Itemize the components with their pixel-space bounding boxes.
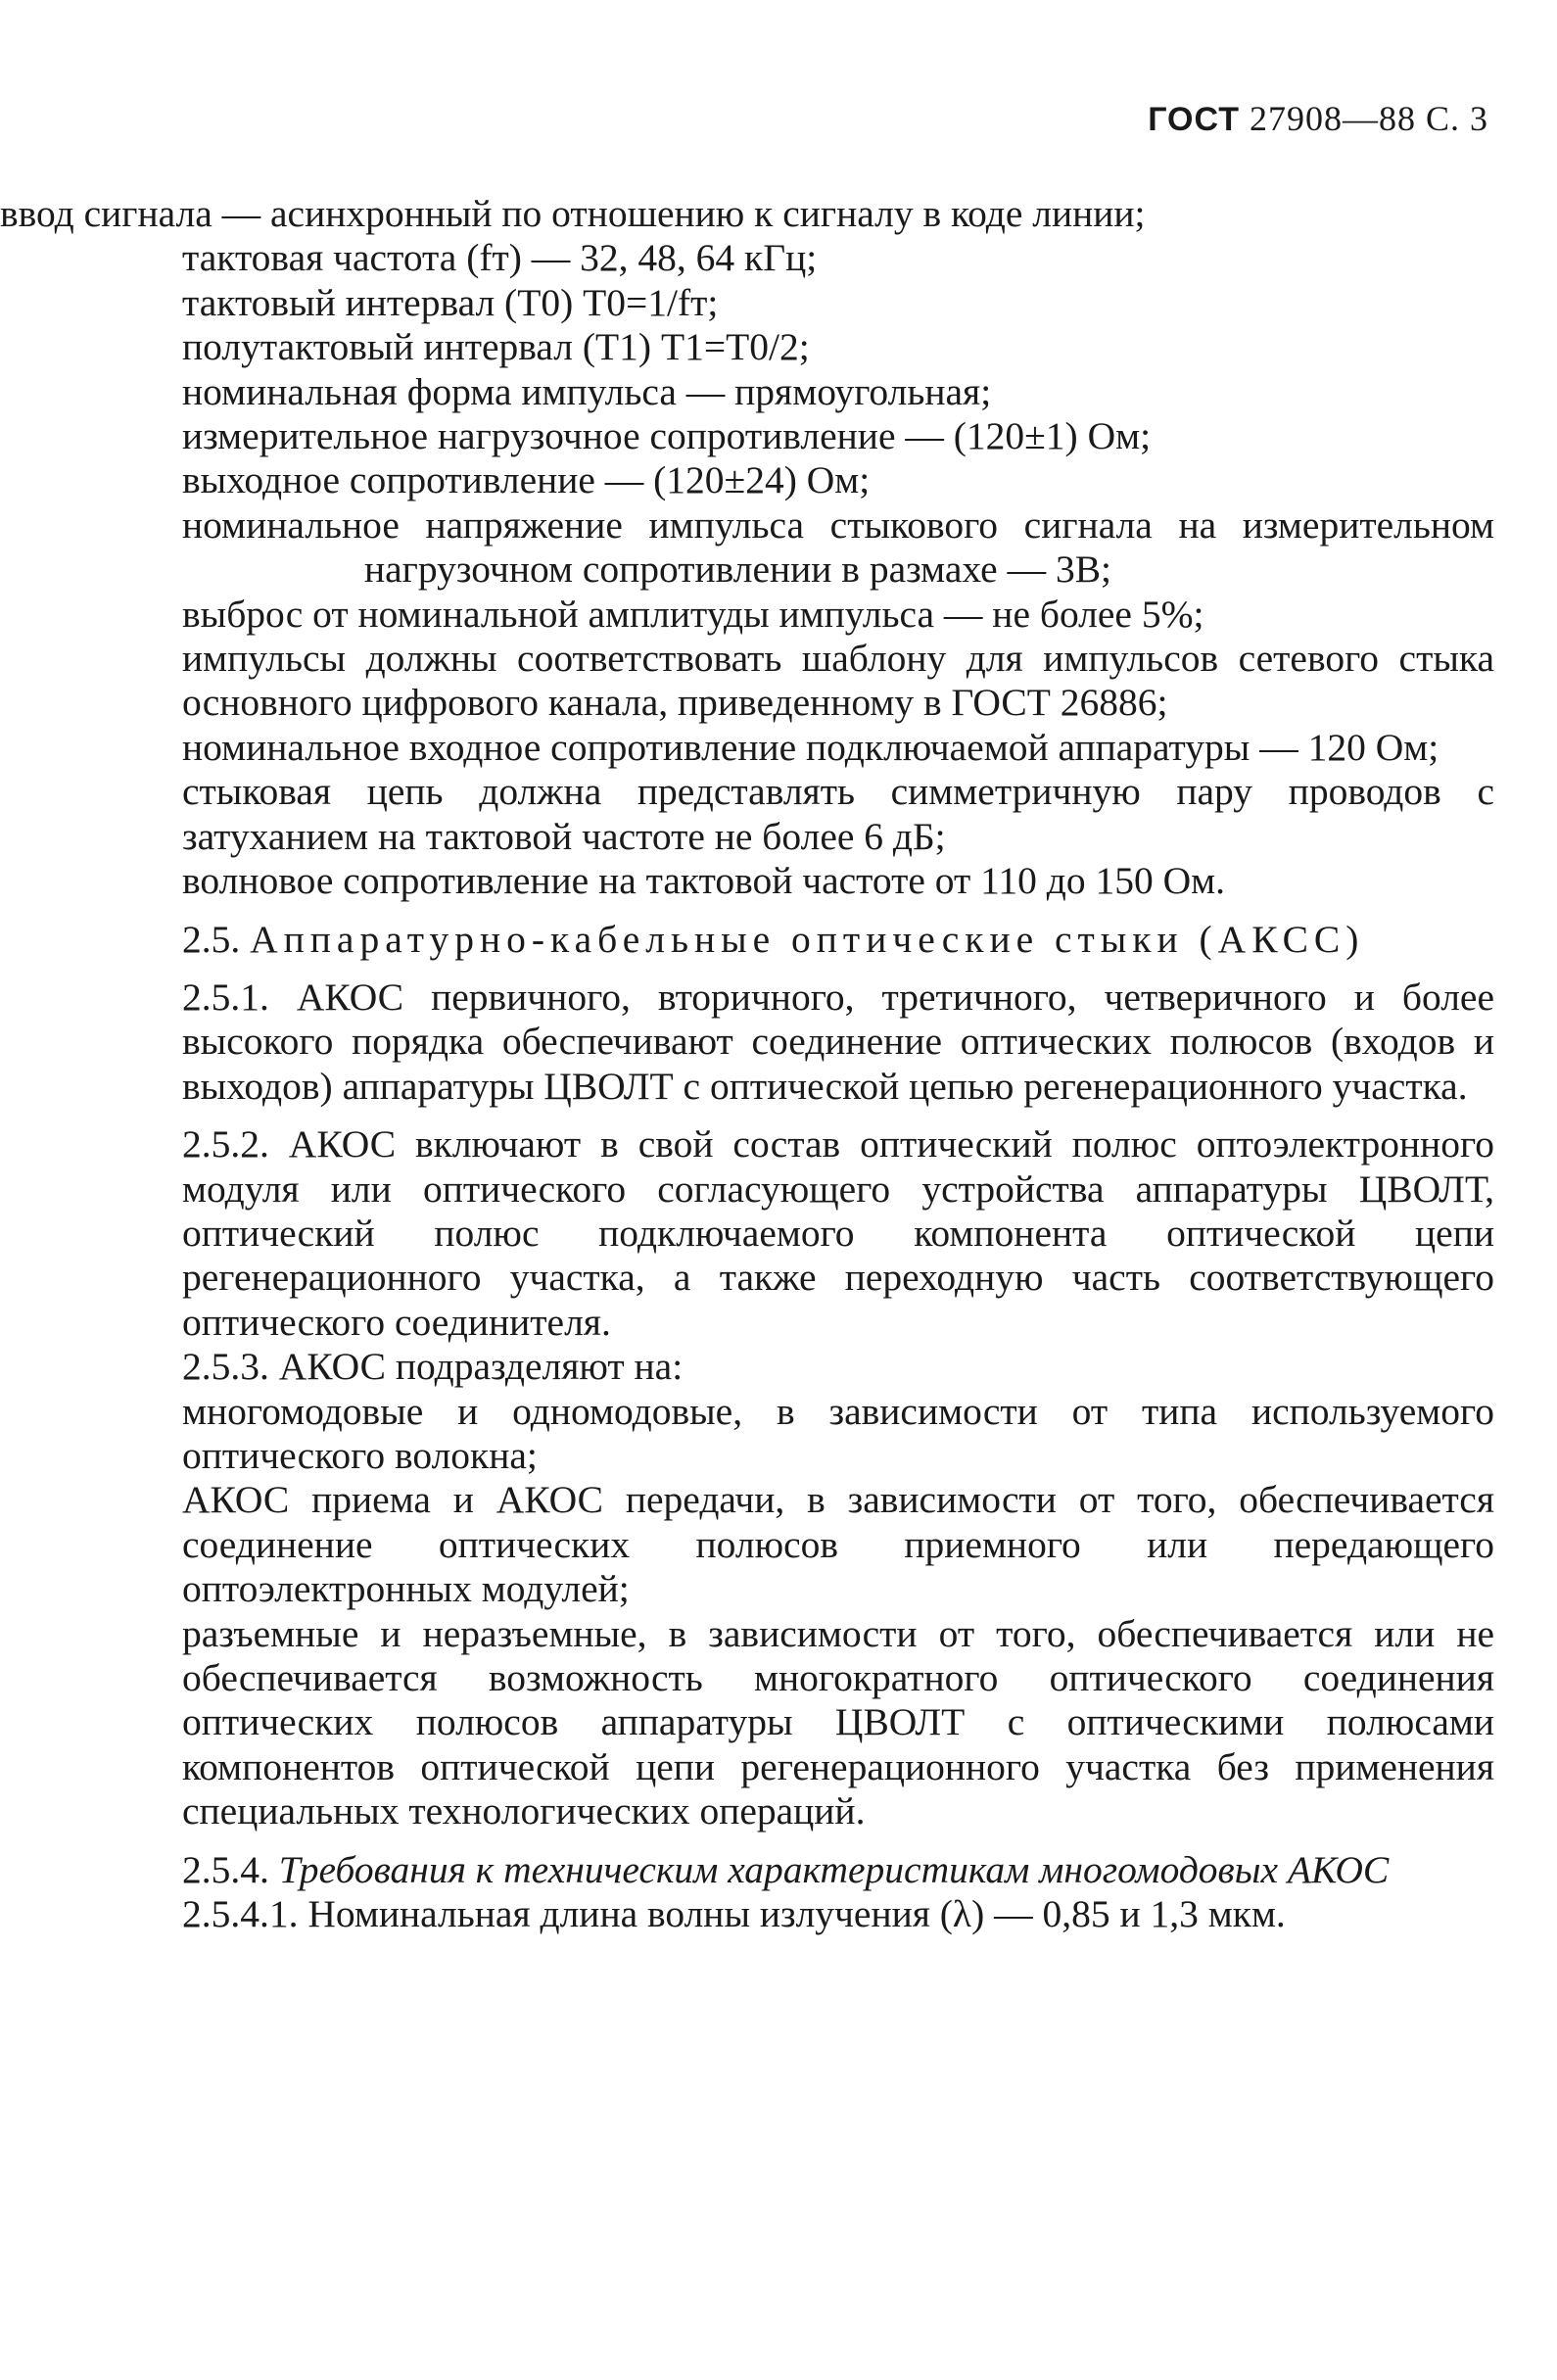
subitem: многомодовые и одномодовые, в зависимости от типа используемого оптического волокна; <box>182 1389 1494 1477</box>
paragraph: номинальное напряжение импульса стыкового сигнала на измерительном нагрузочном сопротивлении в размахе — 3В; <box>182 502 1494 592</box>
paragraph: волновое сопротивление на тактовой частоте от 110 до 150 Ом. <box>182 859 1226 903</box>
clause: 2.5.3. АКОС подразделяют на: <box>182 1345 684 1389</box>
paragraph: стыковая цепь должна представлять симметричную пару проводов с затуханием на тактовой частоте не более 6 дБ; <box>182 770 1494 858</box>
paragraph: тактовый интервал (T0) T0=1/fт; <box>182 280 719 324</box>
page-header <box>1148 98 1488 139</box>
clause-heading <box>182 1848 1494 1892</box>
section-heading <box>0 918 1494 962</box>
clause: 2.5.4.1. Номинальная длина волны излучения (λ) — 0,85 и 1,3 мкм. <box>182 1892 1286 1936</box>
paragraph: номинальная форма импульса — прямоугольная; <box>182 369 992 413</box>
header-number: 27908—88 <box>1249 99 1416 138</box>
clause: 2.5.1. АКОС первичного, вторичного, третичного, четверичного и более высокого порядка обеспечивают соединение оптических полюсов (входов и выходов) аппаратуры ЦВОЛТ с оптической цепью регенерационного участка. <box>182 975 1494 1108</box>
subitem: АКОС приема и АКОС передачи, в зависимости от того, обеспечивается соединение оптических полюсов приемного или передающего оптоэлектронных модулей; <box>182 1478 1494 1611</box>
header-gost: ГОСТ <box>1148 101 1240 138</box>
clause-title: Требования к техническим характеристикам многомодовых АКОС <box>278 1847 1390 1891</box>
paragraph: выброс от номинальной амплитуды импульса — не более 5%; <box>182 592 1204 636</box>
paragraph: номинальное входное сопротивление подключаемой аппаратуры — 120 Ом; <box>182 725 1439 769</box>
subitem: разъемные и неразъемные, в зависимости от того, обеспечивается или не обеспечивается возможность многократного оптического соединения оптических полюсов аппаратуры ЦВОЛТ с оптическими полюсами компонентов оптической цепи регенерационного участка без применения специальных технологических операций. <box>182 1611 1494 1833</box>
clause-number: 2.5.4. <box>182 1847 269 1891</box>
header-page: С. 3 <box>1425 99 1488 138</box>
paragraph: измерительное нагрузочное сопротивление — (120±1) Ом; <box>182 414 1152 458</box>
section-number: 2.5. <box>182 917 241 961</box>
paragraph: выходное сопротивление — (120±24) Ом; <box>182 458 871 502</box>
paragraph: полутактовый интервал (T1) T1=T0/2; <box>182 325 810 369</box>
paragraph: тактовая частота (fт) — 32, 48, 64 кГц; <box>182 236 818 280</box>
paragraph: импульсы должны соответствовать шаблону для импульсов сетевого стыка основного цифрового канала, приведенному в ГОСТ 26886; <box>182 637 1494 725</box>
paragraph: ввод сигнала — асинхронный по отношению к сигналу в коде линии; <box>0 192 1146 235</box>
document-body <box>0 192 1494 1936</box>
section-title: Аппаратурно-кабельные оптические стыки (АКСС) <box>250 917 1365 961</box>
clause: 2.5.2. АКОС включают в свой состав оптический полюс оптоэлектронного модуля или оптического согласующего устройства аппаратуры ЦВОЛТ, оптический полюс подключаемого компонента оптической цепи регенерационного участка, а также переходную часть соответствующего оптического соединителя. <box>182 1122 1494 1344</box>
